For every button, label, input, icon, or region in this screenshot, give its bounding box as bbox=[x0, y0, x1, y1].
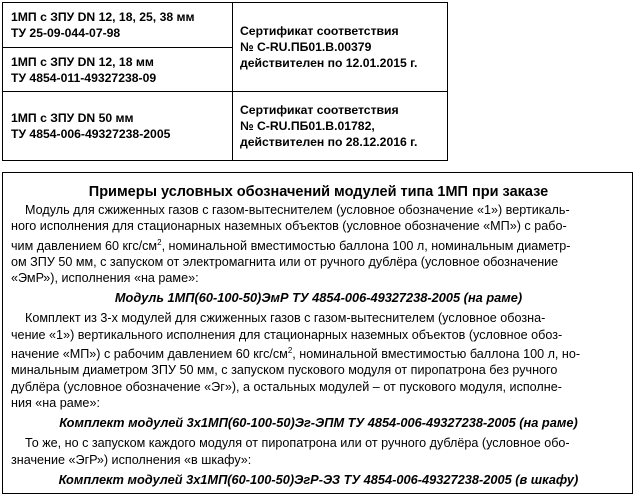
text-line: минальным диаметром ЗПУ 50 мм, с запуском пускового модуля от пиропатрона без ручного bbox=[11, 363, 558, 378]
text-line bbox=[11, 343, 626, 362]
certificate-validity: действителен по 12.01.2015 г. bbox=[240, 56, 418, 70]
text-line: «ЭмР»), исполнения «на раме»: bbox=[11, 271, 199, 286]
text-line: Модуль для сжиженных газов с газом-вытеснителем (условное обозначение «1») вертикаль- bbox=[25, 203, 570, 217]
certificate-title: Сертификат соответствия bbox=[240, 24, 399, 38]
certificate-validity: действителен по 28.12.2016 г. bbox=[240, 135, 418, 149]
product-spec: ТУ 4854-011-49327238-09 bbox=[11, 70, 157, 85]
product-spec: ТУ 25-09-044-07-98 bbox=[11, 26, 121, 40]
example-designation: Комплект модулей 3х1МП(60-100-50)Эг-ЭПМ ТУ 4854-006-49327238-2005 (на раме) bbox=[59, 415, 578, 431]
product-spec: ТУ 4854-006-49327238-2005 bbox=[11, 127, 171, 141]
text-line: То же, но с запуском каждого модуля от пиропатрона или от ручного дублёра (условное обо- bbox=[25, 436, 570, 451]
text-line: дублёра (условное обозначение «Эг»), а остальных модулей – от пускового модуля, исполне- bbox=[11, 379, 562, 394]
text-line: ния «на раме»: bbox=[11, 395, 100, 410]
certificate-cell bbox=[233, 92, 448, 161]
product-name: 1МП с ЗПУ DN 50 мм bbox=[11, 111, 134, 125]
product-cell bbox=[3, 48, 233, 92]
example-description bbox=[11, 310, 626, 411]
example-designation: Комплект модулей 3х1МП(60-100-50)ЭгР-ЭЗ ТУ 4854-006-49327238-2005 (в шкафу) bbox=[58, 471, 579, 487]
product-name: 1МП с ЗПУ DN 12, 18, 25, 38 мм bbox=[11, 10, 195, 24]
text-fragment: , номинальной вместимостью баллона 100 л, но- bbox=[292, 347, 581, 362]
text-line: чение «1») вертикального исполнения для стационарных наземных объектов (условное обоз- bbox=[11, 327, 563, 342]
text-line: Комплект из 3-х модулей для сжиженных газов с газом-вытеснителем (условное обозна- bbox=[25, 311, 546, 326]
text-line: ного исполнения для стационарных наземных объектов (условное обозначение «МП») с рабо- bbox=[11, 219, 567, 234]
product-name: 1МП с ЗПУ DN 12, 18 мм bbox=[11, 54, 154, 69]
text-fragment: начение «МП») с рабочим давлением 60 кгс/см bbox=[11, 347, 288, 362]
example-description bbox=[11, 435, 626, 468]
product-cell bbox=[3, 92, 233, 161]
example-description bbox=[11, 202, 626, 286]
superscript: 2 bbox=[287, 346, 293, 356]
product-cell bbox=[3, 3, 233, 48]
examples-title: Примеры условных обозначений модулей типа 1МП при заказе bbox=[88, 184, 549, 200]
certificate-title: Сертификат соответствия bbox=[240, 103, 399, 117]
certificate-cell bbox=[233, 3, 448, 92]
text-line: значение «ЭгР») исполнения «в шкафу»: bbox=[11, 452, 252, 467]
text-line: ом ЗПУ 50 мм, с запуском от электромагнита или от ручного дублёра (условное обозначение bbox=[11, 254, 559, 269]
certificate-number: № С-RU.ПБ01.В.01782, bbox=[240, 119, 375, 133]
superscript: 2 bbox=[157, 237, 162, 247]
text-line bbox=[11, 235, 626, 254]
text-fragment: , номинальной вместимостью баллона 100 л, номинальным диаметр- bbox=[161, 238, 571, 253]
example-designation: Модуль 1МП(60-100-50)ЭмР ТУ 4854-006-49327238-2005 (на раме) bbox=[114, 290, 523, 306]
certificate-table bbox=[2, 2, 448, 161]
certificate-number: № С-RU.ПБ01.В.00379 bbox=[240, 40, 372, 54]
order-examples-box bbox=[2, 172, 633, 494]
text-fragment: чим давлением 60 кгс/см bbox=[11, 238, 158, 253]
